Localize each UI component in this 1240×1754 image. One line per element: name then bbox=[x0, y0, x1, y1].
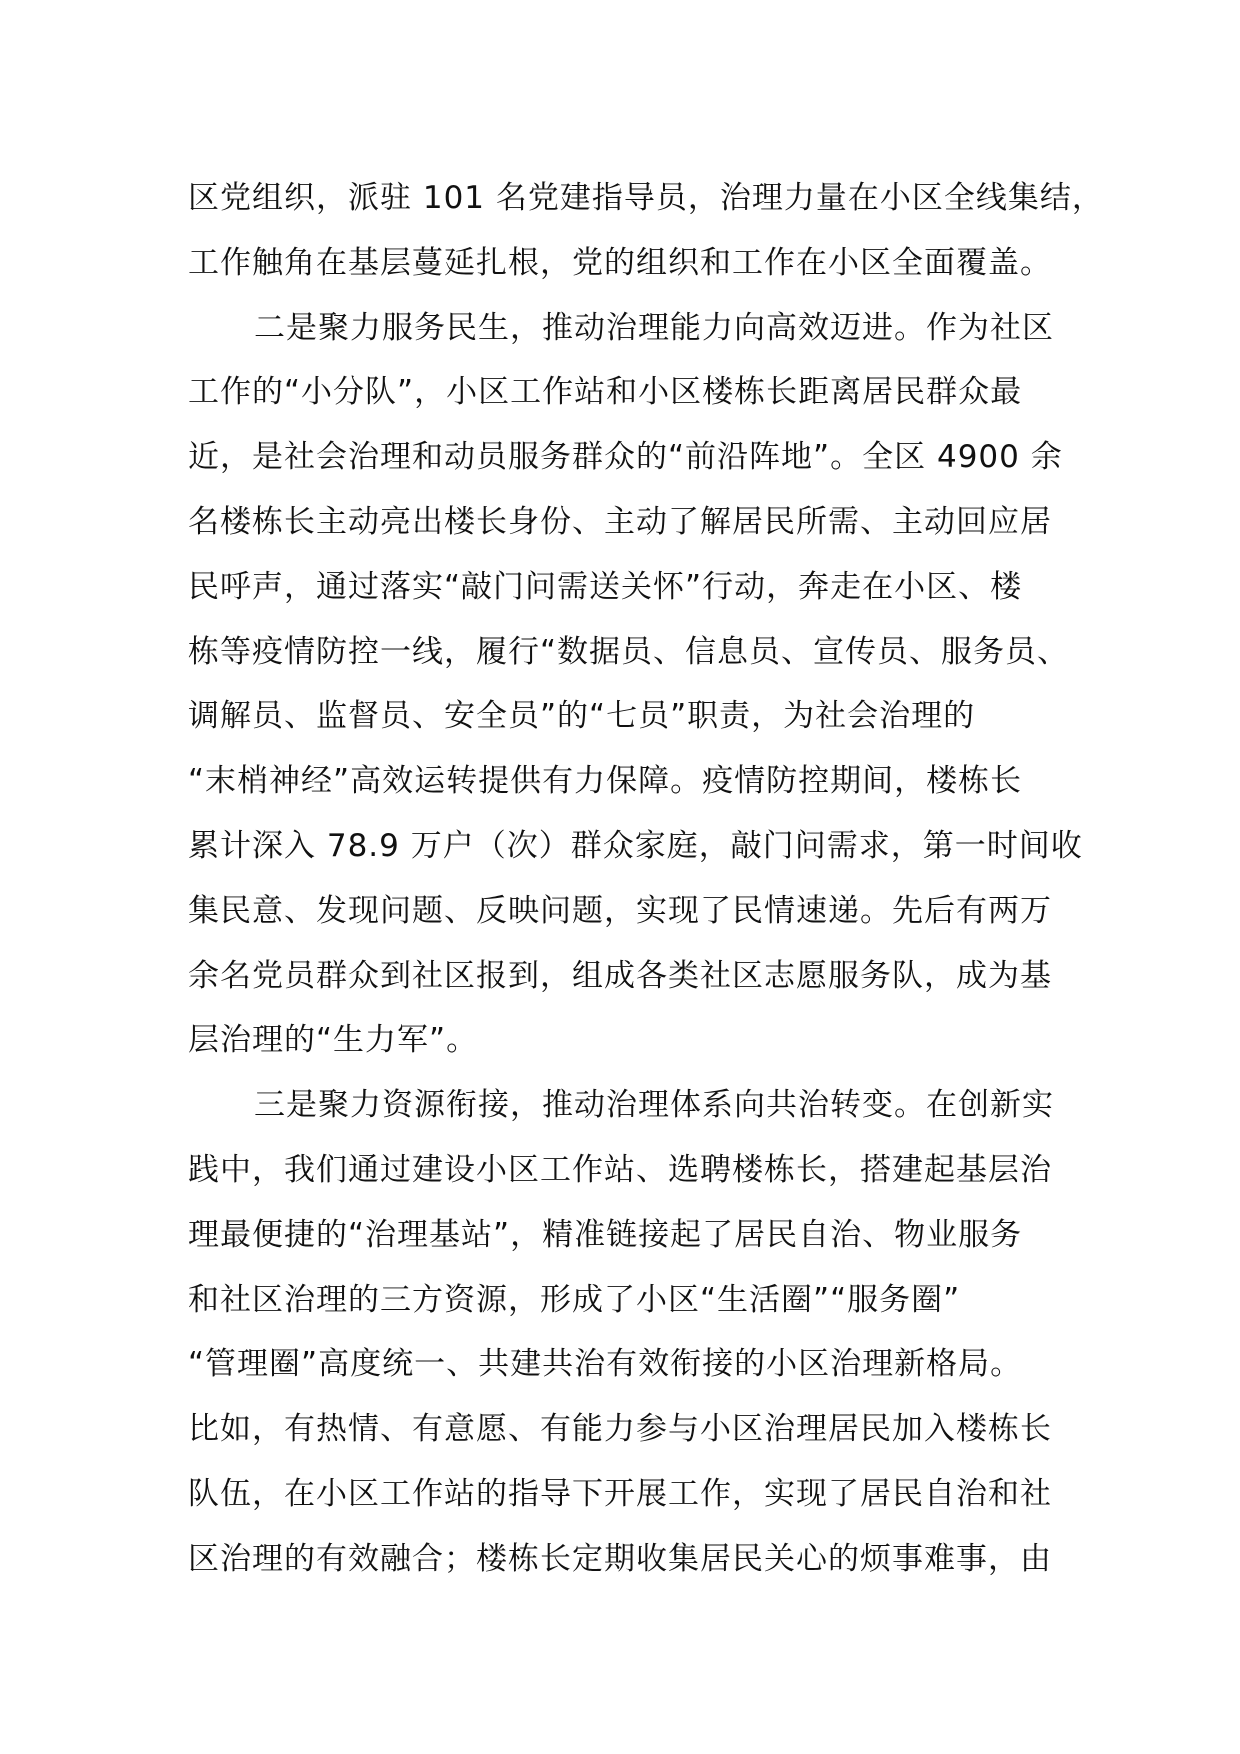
text-line: 队伍，在小区工作站的指导下开展工作，实现了居民自治和社 bbox=[188, 1475, 1052, 1512]
text-line: 区党组织，派驻 101 名党建指导员，治理力量在小区全线集结， bbox=[188, 180, 1104, 216]
text-line: 余名党员群众到社区报到，组成各类社区志愿服务队，成为基 bbox=[188, 957, 1052, 994]
text-line: 名楼栋长主动亮出楼长身份、主动了解居民所需、主动回应居 bbox=[188, 503, 1052, 540]
text-line: 比如，有热情、有意愿、有能力参与小区治理居民加入楼栋长 bbox=[188, 1411, 1052, 1448]
text-line: 理最便捷的“治理基站”，精准链接起了居民自治、物业服务 bbox=[188, 1216, 1023, 1253]
paragraph-start-line: 三是聚力资源衔接，推动治理体系向共治转变。在创新实 bbox=[254, 1087, 1054, 1124]
text-line: 践中，我们通过建设小区工作站、选聘楼栋长，搭建起基层治 bbox=[188, 1151, 1052, 1188]
text-line: “末梢神经”高效运转提供有力保障。疫情防控期间，楼栋长 bbox=[188, 763, 1023, 800]
text-line: 调解员、监督员、安全员”的“七员”职责，为社会治理的 bbox=[188, 698, 976, 735]
text-line: “管理圈”高度统一、共建共治有效衔接的小区治理新格局。 bbox=[188, 1346, 1023, 1383]
text-line: 工作的“小分队”，小区工作站和小区楼栋长距离居民群众最 bbox=[188, 374, 1023, 411]
text-line: 层治理的“生力军”。 bbox=[188, 1022, 479, 1059]
text-line: 栋等疫情防控一线，履行“数据员、信息员、宣传员、服务员、 bbox=[188, 633, 1070, 670]
text-line: 和社区治理的三方资源，形成了小区“生活圈”“服务圈” bbox=[188, 1281, 961, 1318]
text-line: 集民意、发现问题、反映问题，实现了民情速递。先后有两万 bbox=[188, 892, 1052, 929]
paragraph-start-line: 二是聚力服务民生，推动治理能力向高效迈进。作为社区 bbox=[254, 309, 1054, 346]
text-line: 区治理的有效融合；楼栋长定期收集居民关心的烦事难事，由 bbox=[188, 1540, 1052, 1577]
text-line: 工作触角在基层蔓延扎根，党的组织和工作在小区全面覆盖。 bbox=[188, 244, 1052, 281]
body-text bbox=[188, 166, 1104, 1592]
text-line: 民呼声，通过落实“敲门问需送关怀”行动，奔走在小区、楼 bbox=[188, 568, 1023, 605]
text-line: 近，是社会治理和动员服务群众的“前沿阵地”。全区 4900 余 bbox=[188, 439, 1063, 476]
text-line: 累计深入 78.9 万户（次）群众家庭，敲门问需求，第一时间收 bbox=[188, 827, 1083, 864]
